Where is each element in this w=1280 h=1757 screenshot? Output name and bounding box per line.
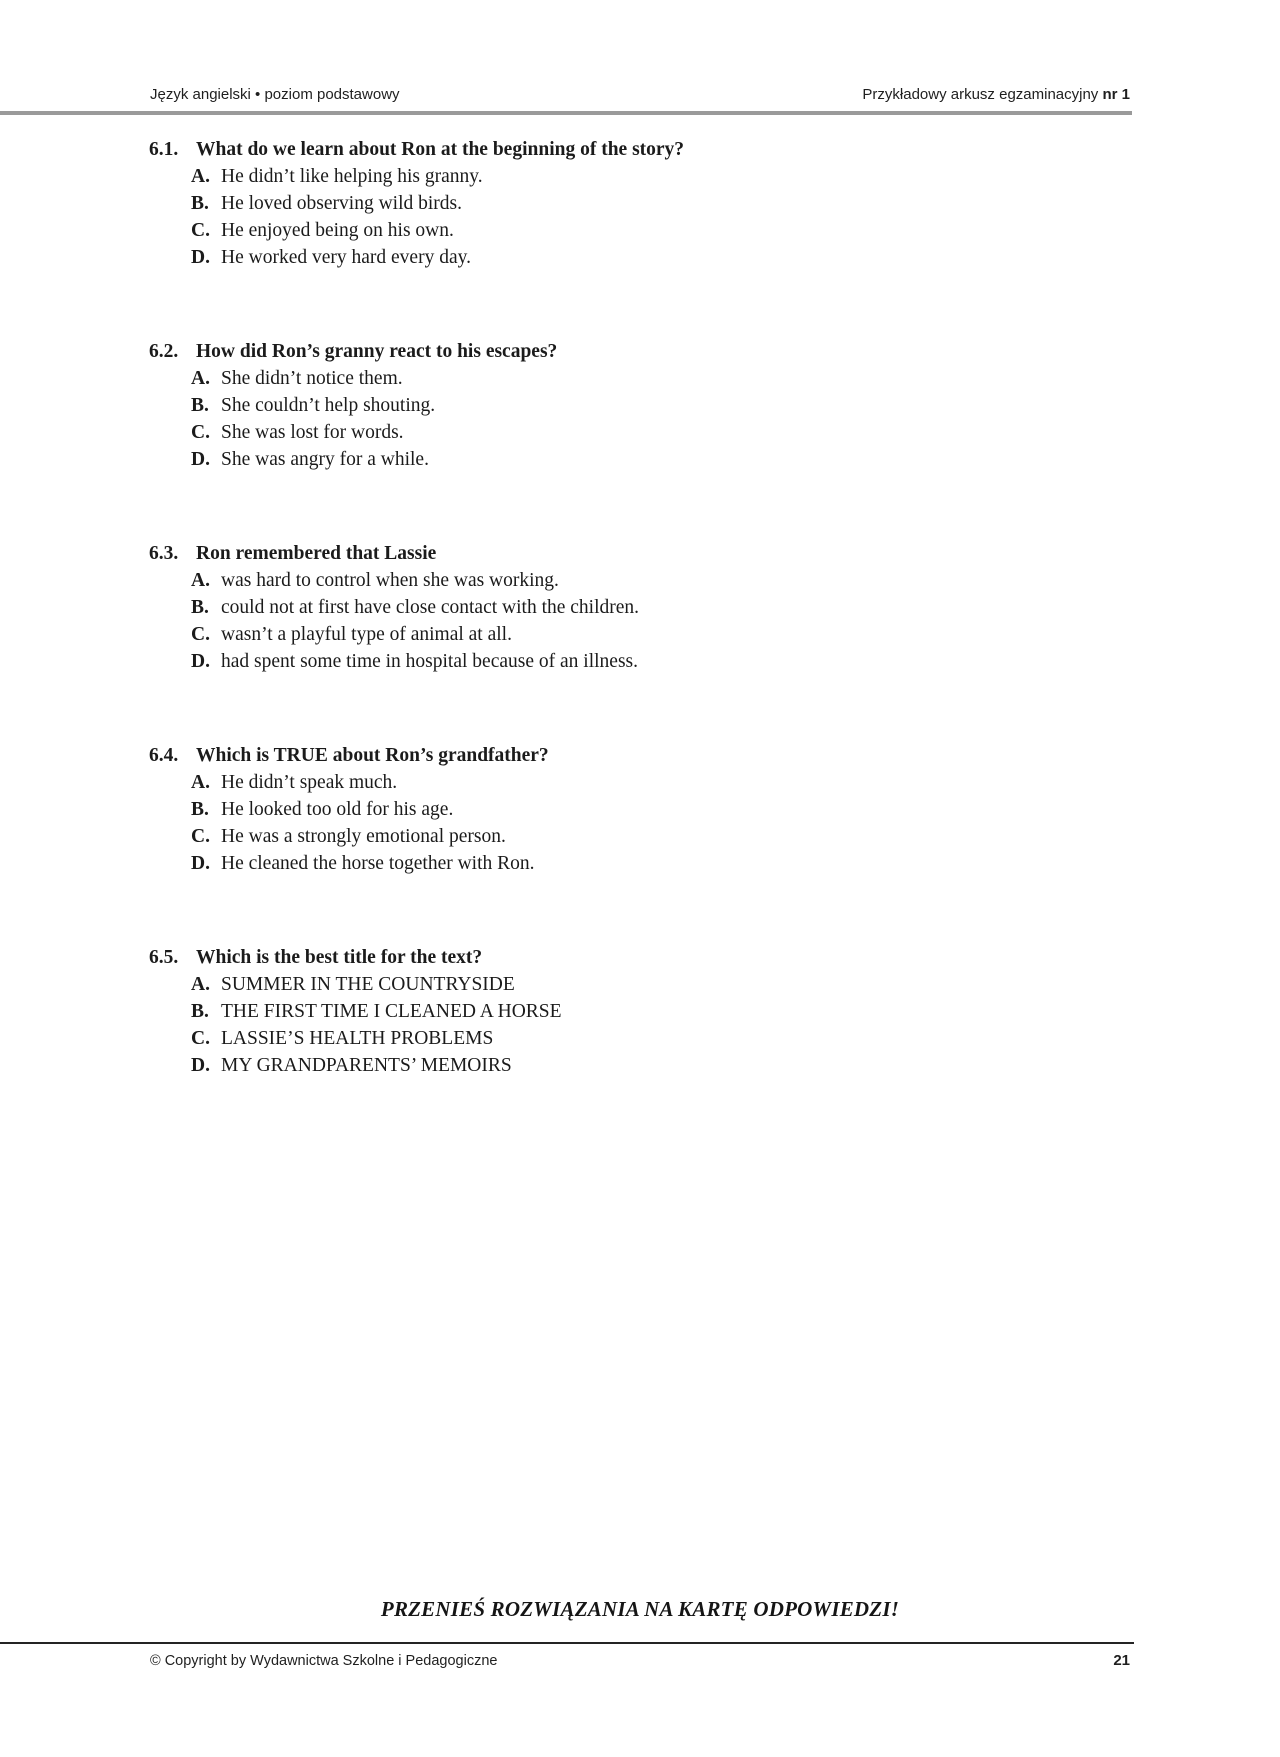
header-sheet-number: nr 1 — [1102, 86, 1130, 103]
option-text: He worked very hard every day. — [221, 247, 471, 268]
option-text: She didn’t notice them. — [221, 368, 403, 389]
option-d — [191, 1052, 1029, 1079]
option-letter: C. — [191, 624, 210, 645]
option-letter: A. — [191, 166, 210, 187]
option-b — [191, 998, 1029, 1025]
question-options — [149, 567, 1029, 675]
option-b — [191, 796, 1029, 823]
option-text: wasn’t a playful type of animal at all. — [221, 624, 512, 645]
option-text: He didn’t speak much. — [221, 772, 398, 793]
option-d — [191, 446, 1029, 473]
question-options — [149, 163, 1029, 271]
option-text: LASSIE’S HEALTH PROBLEMS — [221, 1028, 494, 1049]
question-number: 6.4. — [149, 745, 179, 766]
option-letter: A. — [191, 772, 210, 793]
question-6-3 — [149, 540, 1029, 675]
option-text: He enjoyed being on his own. — [221, 220, 454, 241]
option-text: She was angry for a while. — [221, 449, 429, 470]
question-options — [149, 971, 1029, 1079]
option-letter: C. — [191, 1028, 210, 1049]
option-letter: C. — [191, 220, 210, 241]
question-number: 6.3. — [149, 543, 179, 564]
option-letter: D. — [191, 651, 210, 672]
copyright-label: © Copyright by Wydawnictwa Szkolne i Pedagogiczne — [150, 1653, 498, 1669]
question-6-4 — [149, 742, 1029, 877]
option-letter: A. — [191, 974, 210, 995]
option-b — [191, 594, 1029, 621]
question-title: Which is TRUE about Ron’s grandfather? — [196, 745, 549, 766]
option-text: He was a strongly emotional person. — [221, 826, 506, 847]
option-a — [191, 163, 1029, 190]
option-c — [191, 621, 1029, 648]
question-heading — [149, 136, 1029, 163]
header-sheet-label — [862, 86, 1130, 103]
question-title: Ron remembered that Lassie — [196, 543, 437, 564]
option-letter: D. — [191, 449, 210, 470]
page-footer — [150, 1652, 1130, 1670]
question-heading — [149, 944, 1029, 971]
option-letter: C. — [191, 422, 210, 443]
header-rule — [0, 111, 1132, 115]
questions-section — [149, 136, 1029, 1146]
header-subject-label: Język angielski • poziom podstawowy — [150, 86, 400, 103]
question-heading — [149, 742, 1029, 769]
option-text: He didn’t like helping his granny. — [221, 166, 483, 187]
question-title: What do we learn about Ron at the beginning of the story? — [196, 139, 685, 160]
option-b — [191, 190, 1029, 217]
option-letter: B. — [191, 395, 209, 416]
option-a — [191, 971, 1029, 998]
question-heading — [149, 338, 1029, 365]
option-d — [191, 648, 1029, 675]
option-letter: D. — [191, 853, 210, 874]
option-text: was hard to control when she was working. — [221, 570, 559, 591]
option-text: He loved observing wild birds. — [221, 193, 463, 214]
question-options — [149, 769, 1029, 877]
option-text: She was lost for words. — [221, 422, 404, 443]
option-text: He looked too old for his age. — [221, 799, 454, 820]
option-text: MY GRANDPARENTS’ MEMOIRS — [221, 1055, 512, 1076]
option-letter: D. — [191, 247, 210, 268]
option-letter: B. — [191, 799, 209, 820]
option-b — [191, 392, 1029, 419]
footer-rule — [0, 1642, 1134, 1644]
option-text: She couldn’t help shouting. — [221, 395, 436, 416]
option-text: SUMMER IN THE COUNTRYSIDE — [221, 974, 515, 995]
header-sheet-text: Przykładowy arkusz egzaminacyjny — [862, 86, 1103, 103]
option-text: could not at first have close contact with the children. — [221, 597, 640, 618]
question-number: 6.5. — [149, 947, 179, 968]
option-c — [191, 419, 1029, 446]
question-number: 6.2. — [149, 341, 179, 362]
option-letter: B. — [191, 597, 209, 618]
option-letter: B. — [191, 1001, 209, 1022]
question-title: Which is the best title for the text? — [196, 947, 483, 968]
option-d — [191, 850, 1029, 877]
question-number: 6.1. — [149, 139, 179, 160]
page-number: 21 — [1113, 1652, 1130, 1669]
option-a — [191, 769, 1029, 796]
option-letter: D. — [191, 1055, 210, 1076]
option-c — [191, 823, 1029, 850]
question-6-5 — [149, 944, 1029, 1079]
page-header — [150, 86, 1130, 103]
option-c — [191, 1025, 1029, 1052]
option-letter: C. — [191, 826, 210, 847]
option-text: He cleaned the horse together with Ron. — [221, 853, 535, 874]
question-6-2 — [149, 338, 1029, 473]
option-text: THE FIRST TIME I CLEANED A HORSE — [221, 1001, 562, 1022]
transfer-answers-note: PRZENIEŚ ROZWIĄZANIA NA KARTĘ ODPOWIEDZI! — [380, 1597, 900, 1621]
option-letter: A. — [191, 570, 210, 591]
option-a — [191, 567, 1029, 594]
option-text: had spent some time in hospital because of an illness. — [221, 651, 638, 672]
question-heading — [149, 540, 1029, 567]
question-title: How did Ron’s granny react to his escapes? — [196, 341, 558, 362]
option-a — [191, 365, 1029, 392]
option-d — [191, 244, 1029, 271]
question-options — [149, 365, 1029, 473]
option-letter: B. — [191, 193, 209, 214]
option-c — [191, 217, 1029, 244]
question-6-1 — [149, 136, 1029, 271]
option-letter: A. — [191, 368, 210, 389]
